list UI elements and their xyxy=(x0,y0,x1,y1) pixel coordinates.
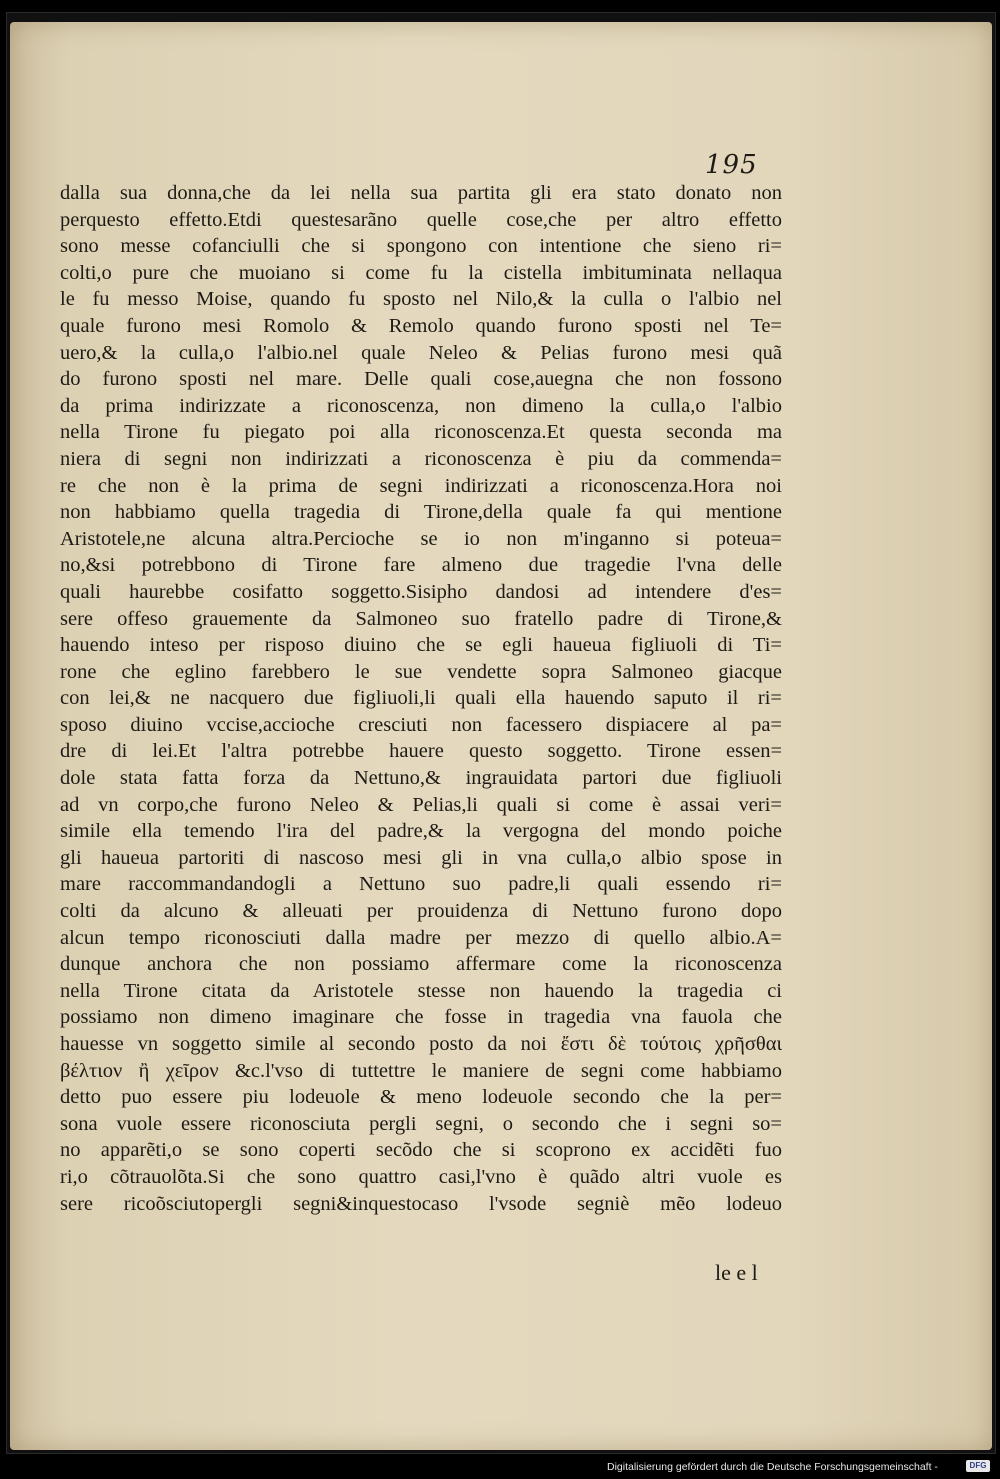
book-page xyxy=(10,22,992,1450)
text-line: con lei,& ne nacquero due figliuoli,li quali ella hauendo saputo il ri= xyxy=(60,687,782,710)
text-line: do furono sposti nel mare. Delle quali cose,auegna che non fossono xyxy=(60,368,782,391)
text-line: no,&si potrebbono di Tirone fare almeno due tragedie l'vna delle xyxy=(60,554,782,577)
text-line: possiamo non dimeno imaginare che fosse in tragedia vna fauola che xyxy=(60,1006,782,1029)
text-line: sere offeso grauemente da Salmoneo suo fratello padre di Tirone,& xyxy=(60,607,782,630)
text-line: ad vn corpo,che furono Neleo & Pelias,li quali si come è assai veri= xyxy=(60,793,782,816)
text-line: gli haueua partoriti di nascoso mesi gli in vna culla,o albio spose in xyxy=(60,846,782,869)
text-line: sono messe cofanciulli che si spongono con intentione che sieno ri= xyxy=(60,235,782,258)
text-line: no apparẽti,o se sono coperti secõdo che si scoprono ex accidẽti fuo xyxy=(60,1139,782,1162)
text-line: ri,o cõtrauolõta.Si che sono quattro casi,l'vno è quãdo altri vuole es xyxy=(60,1165,782,1188)
page-text xyxy=(60,180,782,1217)
text-line: Aristotele,ne alcuna altra.Percioche se io non m'inganno si poteua= xyxy=(60,527,782,550)
text-line: sposo diuino vccise,accioche cresciuti non facessero dispiacere al pa= xyxy=(60,713,782,736)
text-line: colti,o pure che muoiano si come fu la cistella imbituminata nellaqua xyxy=(60,261,782,284)
text-line: mare raccommandandogli a Nettuno suo padre,li quali essendo ri= xyxy=(60,873,782,896)
text-line: quale furono mesi Romolo & Remolo quando furono sposti nel Te= xyxy=(60,314,782,337)
text-line: sere ricoõsciutopergli segni&inquestocaso l'vsode segniè mẽo lodeuo xyxy=(60,1192,782,1215)
text-line: nella Tirone fu piegato poi alla riconoscenza.Et questa seconda ma xyxy=(60,421,782,444)
text-line: hauesse vn soggetto simile al secondo posto da noi ἔστι δὲ τούτοις χρῆσθαι xyxy=(60,1033,782,1055)
page-number: 195 xyxy=(705,150,758,180)
text-line: dole stata fatta forza da Nettuno,& ingrauidata partori due figliuoli xyxy=(60,767,782,790)
text-line: da prima indirizzate a riconoscenza, non dimeno la culla,o l'albio xyxy=(60,394,782,417)
text-line: non habbiamo quella tragedia di Tirone,della quale fa qui mentione xyxy=(60,501,782,524)
dfg-logo-text: DFG xyxy=(969,1461,987,1470)
text-line: uero,& la culla,o l'albio.nel quale Neleo & Pelias furono mesi quã xyxy=(60,341,782,364)
text-line: re che non è la prima de segni indirizzati a riconoscenza.Hora noi xyxy=(60,474,782,497)
catchword: le e l xyxy=(715,1260,758,1285)
text-line: niera di segni non indirizzati a riconoscenza è piu da commenda= xyxy=(60,447,782,470)
text-line: alcun tempo riconosciuti dalla madre per mezzo di quello albio.A= xyxy=(60,926,782,949)
text-line: nella Tirone citata da Aristotele stesse non hauendo la tragedia ci xyxy=(60,979,782,1002)
text-line: rone che eglino farebbero le sue vendette sopra Salmoneo giacque xyxy=(60,660,782,683)
text-line: colti da alcuno & alleuati per prouidenza di Nettuno furono dopo xyxy=(60,900,782,923)
text-line: detto puo essere piu lodeuole & meno lodeuole secondo che la per= xyxy=(60,1086,782,1109)
text-line: quali haurebbe cosifatto soggetto.Sisipho dandosi ad intendere d'es= xyxy=(60,580,782,603)
text-line: le fu messo Moise, quando fu sposto nel Nilo,& la culla o l'albio nel xyxy=(60,288,782,311)
text-line: dunque anchora che non possiamo affermare come la riconoscenza xyxy=(60,953,782,976)
text-line: dalla sua donna,che da lei nella sua partita gli era stato donato non xyxy=(60,182,782,204)
dfg-logo xyxy=(966,1460,990,1472)
text-line: sona vuole essere riconosciuta pergli segni, o secondo che i segni so= xyxy=(60,1112,782,1135)
text-line: simile ella temendo l'ira del padre,& la vergogna del mondo poiche xyxy=(60,820,782,843)
text-line: βέλτιον ἢ χεῖρον &c.l'vso di tuttettre le maniere de segni come habbiamo xyxy=(60,1059,782,1082)
text-line: perquesto effetto.Etdi questesarãno quelle cose,che per altro effetto xyxy=(60,208,782,231)
funding-credit: Digitalisierung gefördert durch die Deutsche Forschungsgemeinschaft - xyxy=(607,1461,938,1473)
text-line: dre di lei.Et l'altra potrebbe hauere questo soggetto. Tirone essen= xyxy=(60,740,782,763)
text-line: hauendo inteso per risposo diuino che se egli haueua figliuoli di Ti= xyxy=(60,634,782,657)
